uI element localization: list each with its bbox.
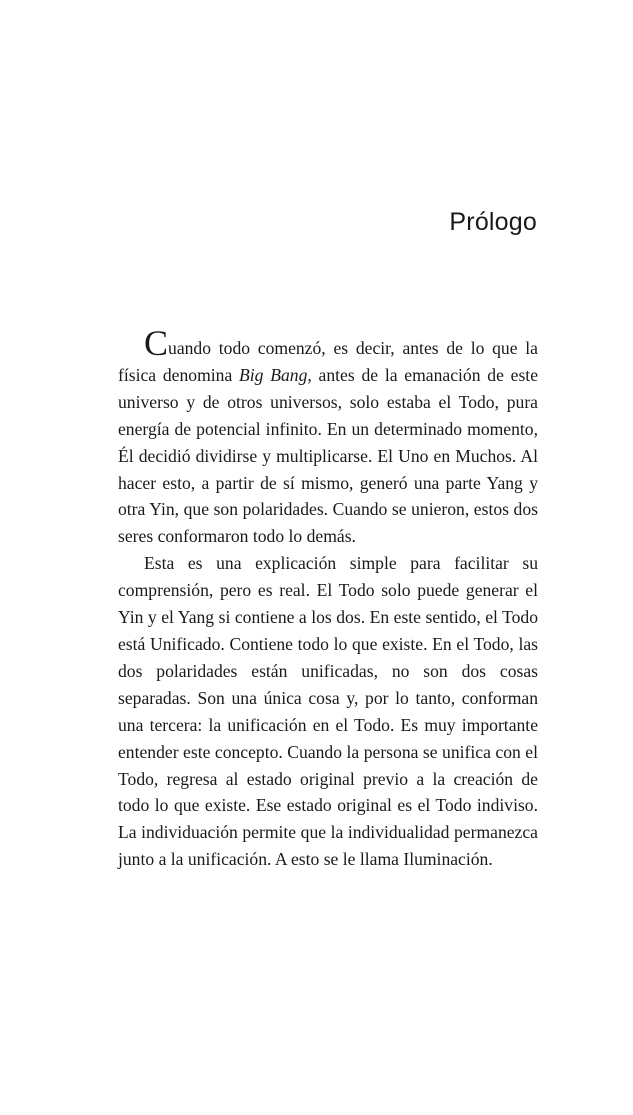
initial-letter: C [144, 323, 169, 363]
paragraph-2: Esta es una explicación simple para facilitar su comprensión, pero es real. El Todo solo puede generar el Yin y el Yang si contiene a los dos. En este sentido, el Todo está Unificado. Contiene todo lo que existe. En el Todo, las dos polaridades están unificadas, no son dos cosas separadas. Son una única cosa y, por lo tanto, conforman una tercera: la unificación en el Todo. Es muy importante entender este concepto. Cuando la persona se unifica con el Todo, regresa al estado original previo a la creación de todo lo que existe. Ese estado original es el Todo indiviso. La individuación permite que la individualidad permanezca junto a la unificación. A esto se le llama Iluminación. [118, 553, 538, 870]
paragraph-1-text-a: uando todo comenzó, es decir, antes de lo que la física denomina [118, 338, 538, 385]
paragraph-1 [118, 323, 539, 550]
chapter-title: Prólogo [449, 208, 537, 236]
paragraph-1-text-b: , antes de la emanación de este universo y de otros universos, solo estaba el Todo, pura energía de potencial infinito. En un determinado momento, Él decidió dividirse y multiplicarse. El Uno en Muchos. Al hacer esto, a partir de sí mismo, generó una parte Yang y otra Yin, que son polaridades. Cuando se unieron, estos dos seres conformaron todo lo demás. [118, 364, 539, 547]
big-bang-term: Big Bang [239, 364, 308, 385]
body-text [118, 323, 539, 873]
